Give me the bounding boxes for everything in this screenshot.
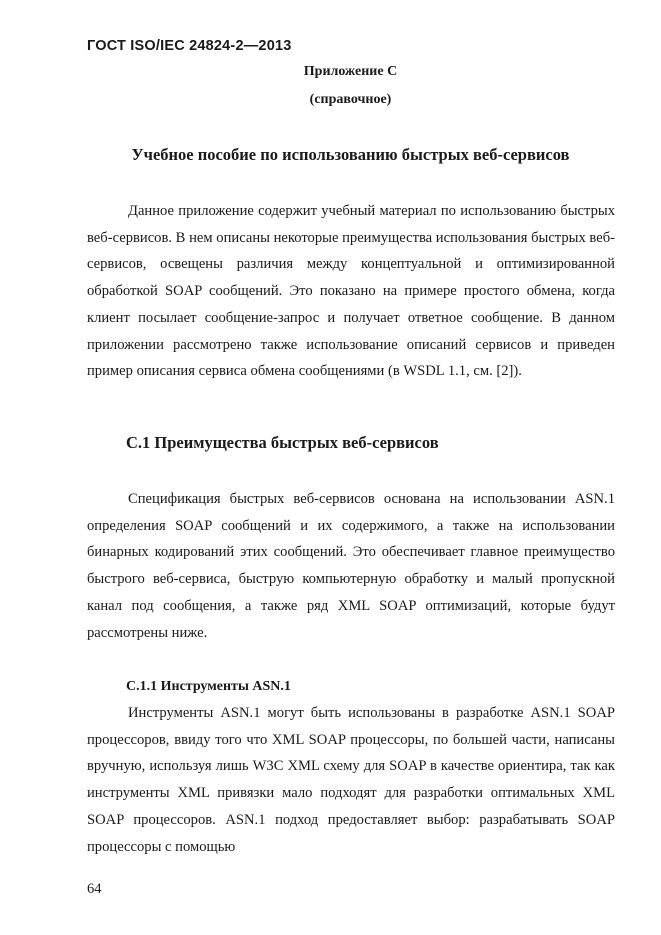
section-c1-heading: С.1 Преимущества быстрых веб-сервисов bbox=[126, 433, 439, 452]
section-c1-paragraph: Спецификация быстрых веб-сервисов основана на использовании ASN.1 определения SOAP сообщений и их содержимого, а также на использовании бинарных кодирований этих сообщений. Это обеспечивает главное преимущество быстрого веб-сервиса, быструю компьютерную обработку и малый пропускной канал под сообщения, а также ряд XML SOAP оптимизаций, которые будут рассмотрены ниже. bbox=[87, 491, 615, 641]
page-number: 64 bbox=[87, 881, 102, 897]
annex-title: Приложение С bbox=[303, 64, 398, 79]
annex-main-title: Учебное пособие по использованию быстрых веб-сервисов bbox=[131, 145, 570, 164]
section-c11-heading: С.1.1 Инструменты ASN.1 bbox=[126, 679, 291, 694]
annex-type: (справочное) bbox=[309, 92, 392, 107]
section-c11-paragraph: Инструменты ASN.1 могут быть использованы в разработке ASN.1 SOAP процессоров, ввиду того что XML SOAP процессоры, по большей части, написаны вручную, используя лишь W3C XML схему для SOAP в качестве ориентира, так как инструменты XML привязки мало подходят для разработки оптимальных XML SOAP процессоров. ASN.1 подход предоставляет выбор: разрабатывать SOAP процессоры с помощью bbox=[87, 705, 615, 855]
standard-header: ГОСТ ISO/IEC 24824-2—2013 bbox=[87, 38, 292, 54]
intro-paragraph: Данное приложение содержит учебный материал по использованию быстрых веб-сервисов. В нем описаны некоторые преимущества использования быстрых веб-сервисов, освещены различия между концептуальной и оптимизированной обработкой SOAP сообщений. Это показано на примере простого обмена, когда клиент посылает сообщение-запрос и получает ответное сообщение. В данном приложении рассмотрено также использование описаний сервисов и приведен пример описания сервиса обмена сообщениями (в WSDL 1.1, см. [2]). bbox=[87, 203, 615, 380]
